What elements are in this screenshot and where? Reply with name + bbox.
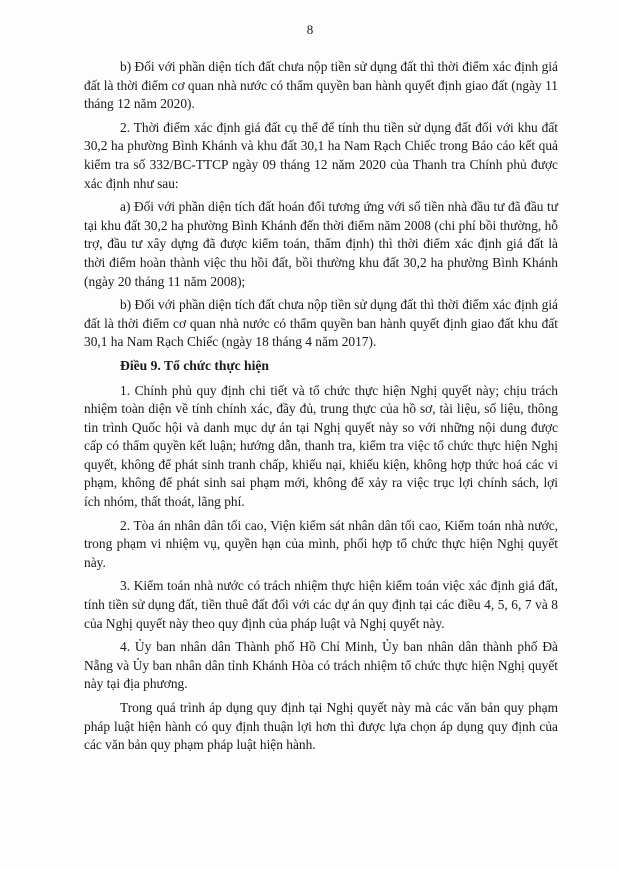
document-body xyxy=(84,58,558,760)
paragraph-9-1: 1. Chính phủ quy định chi tiết và tổ chức thực hiện Nghị quyết này; chịu trách nhiệm toàn diện về tính chính xác, đầy đủ, trung thực của hồ sơ, tài liệu, số liệu, thông tin trình Quốc hội và danh mục dự án tại Nghị quyết này so với những nội dung được cấp có thẩm quyền kết luận; hướng dẫn, thanh tra, kiểm tra việc tổ chức thực hiện Nghị quyết, không để phát sinh tranh chấp, khiếu nại, khiếu kiện, không hợp thức hoá các vi phạm, không để phát sinh sai phạm mới, không để xảy ra việc trục lợi chính sách, lợi ích nhóm, thất thoát, lãng phí. xyxy=(84,382,558,510)
paragraph-8-2-a: a) Đối với phần diện tích đất hoán đổi tương ứng với số tiền nhà đầu tư đã đầu tư tại khu đất 30,2 ha phường Bình Khánh đến thời điểm năm 2008 (chi phí bồi thường, hỗ trợ, đầu tư xây dựng đã được kiểm toán, thẩm định) thì thời điểm xác định giá đất là thời điểm hoàn thành việc thu hồi đất, bồi thường khu đất 30,2 ha phường Bình Khánh (ngày 20 tháng 11 năm 2008); xyxy=(84,199,558,289)
paragraph-9-3: 3. Kiểm toán nhà nước có trách nhiệm thực hiện kiểm toán việc xác định giá đất, tính tiền sử dụng đất, tiền thuê đất đối với các dự án quy định tại các điều 4, 5, 6, 7 và 8 của Nghị quyết này theo quy định của pháp luật và Nghị quyết này. xyxy=(84,578,558,631)
paragraph-8-2: 2. Thời điểm xác định giá đất cụ thể để tính thu tiền sử dụng đất đối với khu đất 30,2 ha phường Bình Khánh và khu đất 30,1 ha Nam Rạch Chiếc trong Báo cáo kết quả kiểm tra số 332/BC-TTCP ngày 09 tháng 12 năm 2020 của Thanh tra Chính phủ được xác định như sau: xyxy=(84,119,558,191)
paragraph-9-4: 4. Ủy ban nhân dân Thành phố Hồ Chí Minh, Ủy ban nhân dân thành phố Đà Nẵng và Ủy ban nhân dân tỉnh Khánh Hòa có trách nhiệm tổ chức thực hiện Nghị quyết này tại địa phương. xyxy=(84,639,558,692)
paragraph-8-1-b: b) Đối với phần diện tích đất chưa nộp tiền sử dụng đất thì thời điểm xác định giá đất là thời điểm cơ quan nhà nước có thẩm quyền ban hành quyết định giao đất (ngày 11 tháng 12 năm 2020). xyxy=(84,59,558,112)
paragraph-9-2: 2. Tòa án nhân dân tối cao, Viện kiểm sát nhân dân tối cao, Kiểm toán nhà nước, trong phạm vi nhiệm vụ, quyền hạn của mình, phối hợp tổ chức thực hiện Nghị quyết này. xyxy=(84,517,558,570)
paragraph-9-closing: Trong quá trình áp dụng quy định tại Nghị quyết này mà các văn bản quy phạm pháp luật hiện hành có quy định thuận lợi hơn thì được lựa chọn áp dụng quy định của các văn bản quy phạm pháp luật hiện hành. xyxy=(84,700,558,753)
paragraph-8-2-b: b) Đối với phần diện tích đất chưa nộp tiền sử dụng đất thì thời điểm xác định giá đất là thời điểm cơ quan nhà nước có thẩm quyền ban hành quyết định giao đất khu đất 30,1 ha Nam Rạch Chiếc (ngày 18 tháng 4 năm 2017). xyxy=(84,297,558,350)
article-9-heading: Điều 9. Tổ chức thực hiện xyxy=(120,357,269,373)
page-number: 8 xyxy=(306,22,314,37)
